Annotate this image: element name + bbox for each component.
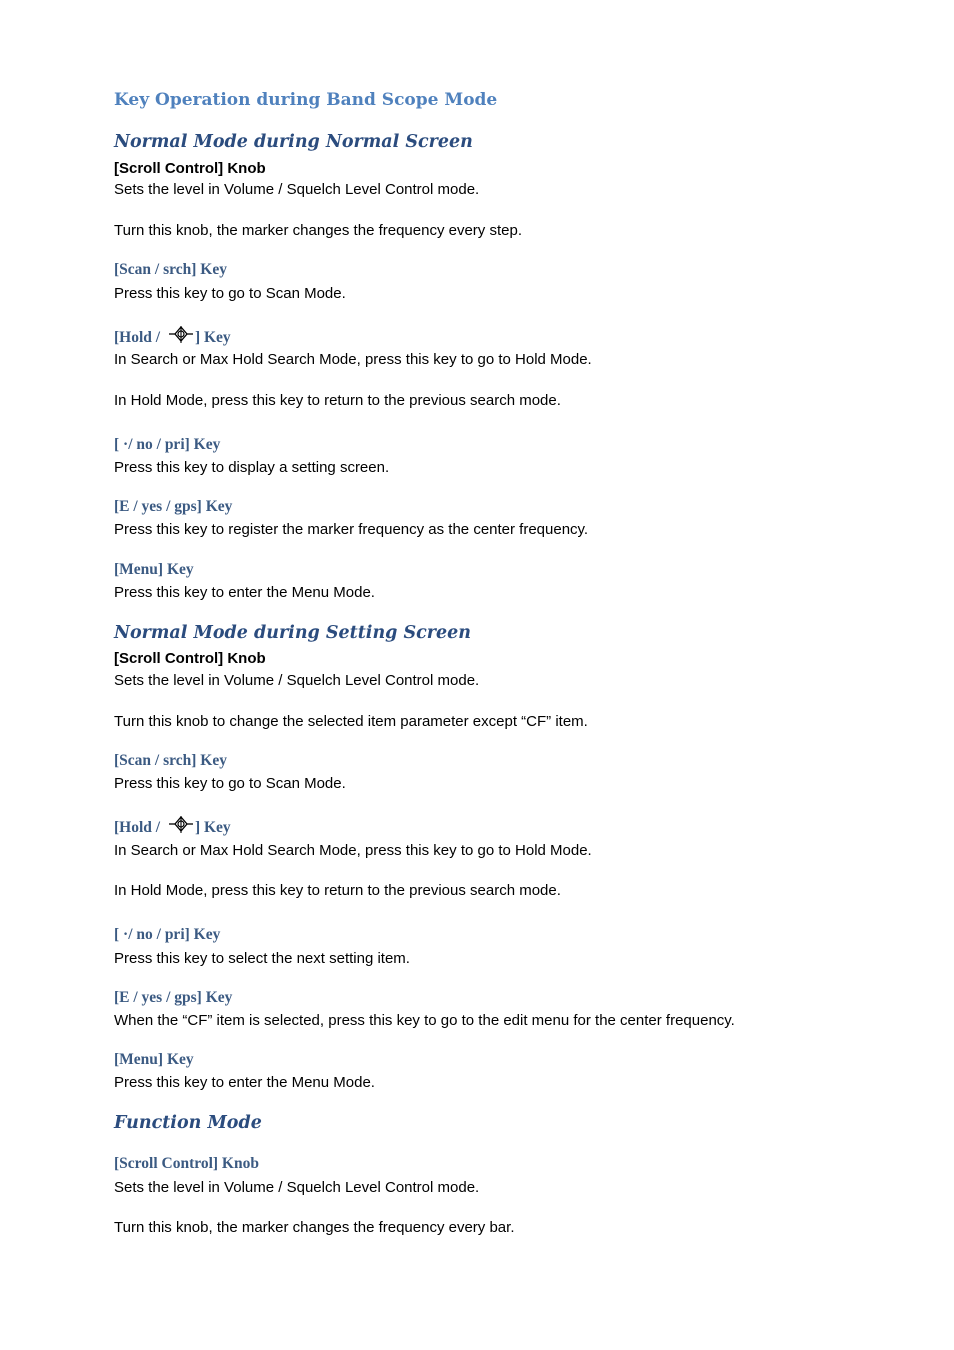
no-key-desc: Press this key to display a setting screen. xyxy=(114,459,390,476)
hold-key-desc: In Search or Max Hold Search Mode, press this key to go to Hold Mode. xyxy=(114,351,592,368)
hold-key-label xyxy=(114,326,231,348)
hold-target-icon xyxy=(168,326,194,344)
hold-key-label-suffix: ] Key xyxy=(194,819,231,836)
yes-key-desc: Press this key to register the marker frequency as the center frequency. xyxy=(114,521,589,538)
scan-key-label: [Scan / srch] Key xyxy=(114,752,227,769)
scroll-knob-desc: Sets the level in Volume / Squelch Level Control mode. xyxy=(114,672,480,689)
scroll-knob-desc: Sets the level in Volume / Squelch Level Control mode. xyxy=(114,1179,480,1196)
yes-key-label: [E / yes / gps] Key xyxy=(114,989,233,1006)
scroll-knob-desc: Turn this knob, the marker changes the frequency every bar. xyxy=(114,1219,515,1236)
no-key-label: [ ·/ no / pri] Key xyxy=(114,436,221,453)
section-heading-function-mode: Function Mode xyxy=(114,1113,262,1133)
menu-key-label: [Menu] Key xyxy=(114,561,194,578)
scan-key-desc: Press this key to go to Scan Mode. xyxy=(114,285,346,302)
scroll-knob-label: [Scroll Control] Knob xyxy=(114,650,266,667)
scroll-knob-label: [Scroll Control] Knob xyxy=(114,160,266,177)
scroll-knob-desc: Sets the level in Volume / Squelch Level Control mode. xyxy=(114,181,480,198)
no-key-label: [ ·/ no / pri] Key xyxy=(114,926,221,943)
scroll-knob-desc: Turn this knob, the marker changes the frequency every step. xyxy=(114,222,522,239)
menu-key-desc: Press this key to enter the Menu Mode. xyxy=(114,584,375,601)
scan-key-label: [Scan / srch] Key xyxy=(114,261,227,278)
section-heading-normal-screen: Normal Mode during Normal Screen xyxy=(114,132,473,152)
menu-key-label: [Menu] Key xyxy=(114,1051,194,1068)
yes-key-label: [E / yes / gps] Key xyxy=(114,498,233,515)
scan-key-desc: Press this key to go to Scan Mode. xyxy=(114,775,346,792)
page-title: Key Operation during Band Scope Mode xyxy=(114,90,498,110)
hold-key-label-prefix: [Hold / xyxy=(114,329,164,346)
menu-key-desc: Press this key to enter the Menu Mode. xyxy=(114,1074,375,1091)
section-heading-setting-screen: Normal Mode during Setting Screen xyxy=(114,623,472,643)
hold-key-desc: In Search or Max Hold Search Mode, press this key to go to Hold Mode. xyxy=(114,842,592,859)
hold-key-label-prefix: [Hold / xyxy=(114,819,164,836)
hold-key-label-suffix: ] Key xyxy=(194,329,231,346)
scroll-knob-desc: Turn this knob to change the selected item parameter except “CF” item. xyxy=(114,713,588,730)
hold-key-label xyxy=(114,816,231,838)
hold-target-icon xyxy=(168,816,194,834)
scroll-knob-label: [Scroll Control] Knob xyxy=(114,1155,259,1172)
yes-key-desc: When the “CF” item is selected, press this key to go to the edit menu for the center frequency. xyxy=(114,1012,735,1029)
no-key-desc: Press this key to select the next setting item. xyxy=(114,950,410,967)
hold-key-desc: In Hold Mode, press this key to return to the previous search mode. xyxy=(114,392,561,409)
hold-key-desc: In Hold Mode, press this key to return to the previous search mode. xyxy=(114,882,561,899)
